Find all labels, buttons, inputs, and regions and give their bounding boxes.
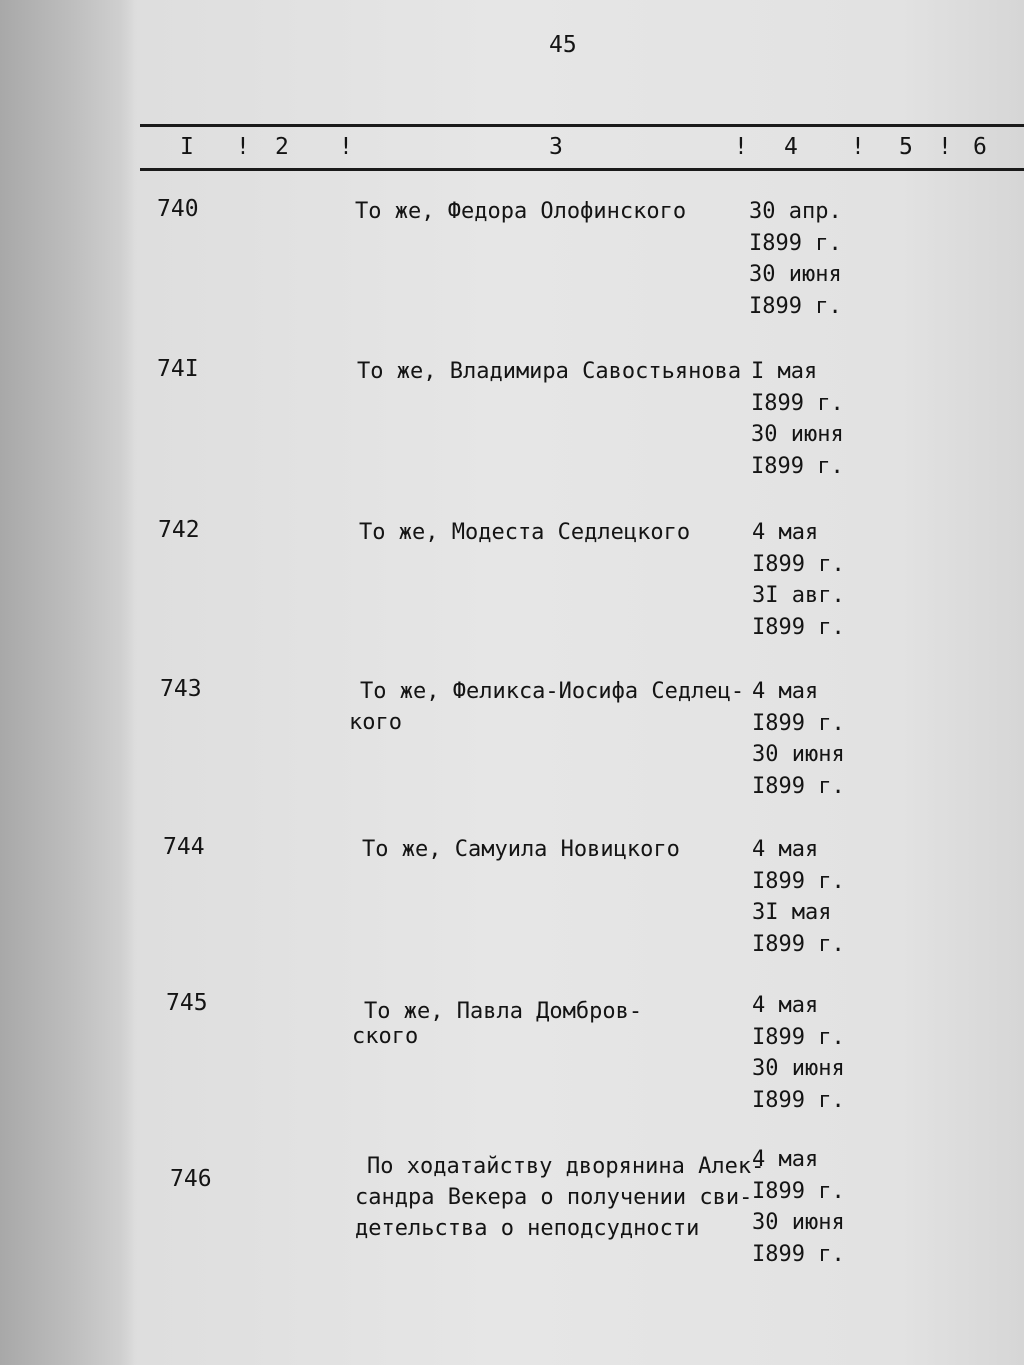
end-year: I899 г. bbox=[752, 614, 845, 640]
start-date: 4 мая bbox=[752, 837, 819, 862]
header-col-1: I bbox=[180, 134, 194, 160]
start-year: I899 г. bbox=[752, 710, 845, 736]
entry-number: 744 bbox=[163, 834, 205, 860]
entry-number: 743 bbox=[160, 676, 202, 702]
description-line: То же, Павла Домбров- bbox=[364, 999, 643, 1024]
header-separator: ! bbox=[851, 134, 865, 160]
description-line: ского bbox=[352, 1024, 419, 1049]
end-date: 3I мая bbox=[752, 900, 832, 925]
header-separator: ! bbox=[339, 134, 353, 160]
entry-number: 746 bbox=[170, 1166, 212, 1192]
end-date: 30 июня bbox=[752, 742, 845, 767]
end-date: 30 июня bbox=[752, 1210, 845, 1235]
start-date: 4 мая bbox=[752, 1147, 819, 1172]
start-year: I899 г. bbox=[749, 230, 842, 256]
start-date: 30 апр. bbox=[749, 199, 842, 224]
start-year: I899 г. bbox=[752, 551, 845, 577]
description-line: кого bbox=[349, 710, 402, 735]
header-col-3: 3 bbox=[549, 134, 563, 160]
header-col-4: 4 bbox=[784, 134, 798, 160]
entry-number: 742 bbox=[158, 517, 200, 543]
start-date: I мая bbox=[751, 359, 818, 384]
header-col-6: 6 bbox=[973, 134, 987, 160]
end-year: I899 г. bbox=[751, 453, 844, 479]
entry-description bbox=[362, 834, 680, 865]
entry-description bbox=[355, 196, 686, 227]
entry-dates bbox=[752, 990, 845, 1116]
header-col-2: 2 bbox=[275, 134, 289, 160]
start-year: I899 г. bbox=[752, 1178, 845, 1204]
header-separator: ! bbox=[236, 134, 250, 160]
header-top-rule bbox=[140, 124, 1024, 127]
end-year: I899 г. bbox=[752, 773, 845, 799]
description-line: То же, Федора Олофинского bbox=[355, 199, 687, 224]
page-number: 45 bbox=[549, 32, 577, 58]
entry-dates bbox=[751, 356, 844, 482]
description-line: детельства о неподсудности bbox=[355, 1216, 700, 1241]
start-year: I899 г. bbox=[752, 868, 845, 894]
description-line: То же, Самуила Новицкого bbox=[362, 837, 680, 862]
end-date: 3I авг. bbox=[752, 583, 845, 608]
start-date: 4 мая bbox=[752, 520, 819, 545]
description-line: То же, Феликса-Иосифа Седлец- bbox=[360, 679, 745, 704]
header-col-5: 5 bbox=[899, 134, 913, 160]
end-year: I899 г. bbox=[752, 1241, 845, 1267]
entry-number: 745 bbox=[166, 990, 208, 1016]
entry-dates bbox=[752, 1144, 845, 1270]
description-line: сандра Векера о получении сви- bbox=[355, 1185, 753, 1210]
header-separator: ! bbox=[734, 134, 748, 160]
end-date: 30 июня bbox=[749, 262, 842, 287]
entry-dates bbox=[749, 196, 842, 322]
header-bottom-rule bbox=[140, 168, 1024, 171]
book-binding-shadow bbox=[0, 0, 135, 1365]
description-line: То же, Модеста Седлецкого bbox=[359, 520, 691, 545]
entry-dates bbox=[752, 517, 845, 643]
end-date: 30 июня bbox=[751, 422, 844, 447]
entry-description bbox=[357, 356, 741, 387]
entry-number: 740 bbox=[157, 196, 199, 222]
header-separator: ! bbox=[938, 134, 952, 160]
start-date: 4 мая bbox=[752, 679, 819, 704]
entry-dates bbox=[752, 676, 845, 802]
entry-dates bbox=[752, 834, 845, 960]
entry-description bbox=[355, 1151, 764, 1244]
description-line: По ходатайству дворянина Алек- bbox=[367, 1154, 765, 1179]
start-year: I899 г. bbox=[752, 1024, 845, 1050]
entry-description bbox=[349, 676, 744, 738]
entry-description bbox=[359, 517, 690, 548]
end-year: I899 г. bbox=[752, 931, 845, 957]
start-year: I899 г. bbox=[751, 390, 844, 416]
start-date: 4 мая bbox=[752, 993, 819, 1018]
end-year: I899 г. bbox=[749, 293, 842, 319]
entry-number: 74I bbox=[157, 356, 199, 382]
end-date: 30 июня bbox=[752, 1056, 845, 1081]
end-year: I899 г. bbox=[752, 1087, 845, 1113]
entry-description bbox=[352, 990, 642, 1052]
description-line: То же, Владимира Савостьянова bbox=[357, 359, 742, 384]
